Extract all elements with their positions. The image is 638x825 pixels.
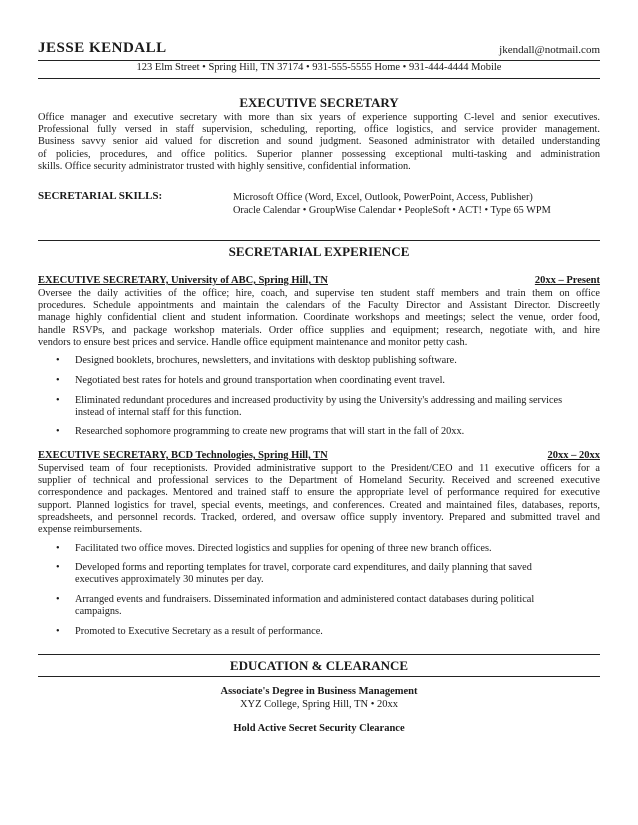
job-title: EXECUTIVE SECRETARY, University of ABC, Spring Hill, TN xyxy=(38,275,328,286)
achievement-list xyxy=(56,543,596,555)
list-item-text: Eliminated redundant procedures and increased productivity by using the University's addressing and mailing services xyxy=(75,395,563,406)
achievement-list xyxy=(56,375,596,387)
achievement-list xyxy=(56,355,596,367)
bullet-icon: • xyxy=(56,543,60,554)
bullet-icon: • xyxy=(56,375,60,386)
list-item-text: executives approximately 30 minutes per day. xyxy=(75,574,264,586)
bullet-icon: • xyxy=(56,395,60,406)
job-title: EXECUTIVE SECRETARY, BCD Technologies, Spring Hill, TN xyxy=(38,450,328,461)
bullet-icon: • xyxy=(56,355,60,366)
list-item xyxy=(56,375,596,387)
bullet-icon: • xyxy=(56,562,60,573)
description-line: vendors to ensure best prices and service. Handle office equipment maintenance and monitor petty cash. xyxy=(38,336,468,348)
list-item-text: Developed forms and reporting templates for travel, corporate card expenditures, and daily planning that saved xyxy=(75,562,532,573)
achievement-list xyxy=(56,395,596,419)
description-line: expense reimbursements. xyxy=(38,524,143,536)
skills-list xyxy=(233,191,551,217)
list-item-text: Arranged events and fundraisers. Disseminated information and administered contact databases during political xyxy=(75,594,535,605)
job-description xyxy=(38,463,600,536)
job-heading xyxy=(38,450,600,461)
skills-line: Microsoft Office (Word, Excel, Outlook, PowerPoint, Access, Publisher) xyxy=(233,192,533,203)
security-clearance: Hold Active Secret Security Clearance xyxy=(233,723,405,734)
list-item-text: Negotiated best rates for hotels and ground transportation when coordinating event travel. xyxy=(75,375,446,386)
job-dates: 20xx – Present xyxy=(534,275,600,286)
job-description xyxy=(38,288,600,349)
list-item xyxy=(56,626,596,638)
objective-summary xyxy=(38,112,600,173)
description-line: Oversee the daily activities of the office; hire, coach, and supervise ten student staff members and train them on office xyxy=(38,288,600,299)
description-line: correspondence and packages. Mentored and trained staff to ensure the appropriate level of performance required for executive xyxy=(38,487,600,499)
list-item xyxy=(56,395,596,419)
list-item-text: Promoted to Executive Secretary as a result of performance. xyxy=(75,626,323,637)
education-rule-top xyxy=(38,654,600,655)
contact-line: 123 Elm Street • Spring Hill, TN 37174 • 931-555-5555 Home • 931-444-4444 Mobile xyxy=(136,62,502,73)
description-line: supplier of technical and professional services to the Department of Homeland Security. Received and screened executive xyxy=(38,475,600,487)
summary-line: skills. Office security administrator trusted with highly sensitive, confidential information. xyxy=(38,160,411,172)
description-line: procedures. Schedule appointments and maintain the calendars of the Faculty Director and Assistant Director. Discreetly xyxy=(38,300,600,312)
experience-rule xyxy=(38,240,600,241)
degree: Associate's Degree in Business Management xyxy=(220,686,418,697)
education-title: EDUCATION & CLEARANCE xyxy=(229,658,409,673)
description-line: support. Planned logistics for travel, special events, meetings, and conferences. Created and maintained files, databases, reports, xyxy=(38,499,600,511)
list-item xyxy=(56,543,596,555)
list-item xyxy=(56,355,596,367)
description-line: Supervised team of four receptionists. Provided administrative support to the President/CEO and 11 executive officers for a xyxy=(38,463,600,474)
header-rule xyxy=(38,60,600,61)
list-item xyxy=(56,594,596,618)
bullet-icon: • xyxy=(56,626,60,637)
list-item xyxy=(56,426,596,438)
list-item-text: Researched sophomore programming to create new programs that will start in the fall of 20xx. xyxy=(75,426,465,437)
achievement-list xyxy=(56,562,596,586)
job-dates: 20xx – 20xx xyxy=(547,450,600,461)
job-heading xyxy=(38,275,600,286)
achievement-list xyxy=(56,426,596,438)
achievement-list xyxy=(56,626,596,638)
description-line: handle RSVPs, and package workshop materials. Order office supplies and equipment; research, negotiate with, and hire xyxy=(38,324,600,336)
email-address: jkendall@notmail.com xyxy=(499,44,600,56)
contact-rule xyxy=(38,78,600,79)
list-item-text: Designed booklets, brochures, newsletters, and invitations with desktop publishing software. xyxy=(75,355,457,366)
summary-line: Professional fully versed in staff supervision, scheduling, reporting, office logistics, and service provider management. xyxy=(38,124,600,136)
achievement-list xyxy=(56,594,596,618)
list-item-text: campaigns. xyxy=(75,606,122,618)
list-item-text: instead of internal staff for this function. xyxy=(75,407,242,419)
experience-title: SECRETARIAL EXPERIENCE xyxy=(228,244,410,259)
description-line: manage highly confidential client and student information. Coordinate workshops and meetings; select the venue, order food, xyxy=(38,312,600,324)
education-rule-bottom xyxy=(38,676,600,677)
description-line: spreadsheets, and personnel records. Tracked, ordered, and oversaw office supply inventory. Prepared and submitted travel and xyxy=(38,511,600,523)
school: XYZ College, Spring Hill, TN • 20xx xyxy=(239,699,399,710)
skills-label: SECRETARIAL SKILLS: xyxy=(38,190,163,202)
skills-line: Oracle Calendar • GroupWise Calendar • PeopleSoft • ACT! • Type 65 WPM xyxy=(233,205,551,216)
bullet-icon: • xyxy=(56,594,60,605)
summary-line: Business savvy senior aid valued for discretion and sound judgment. Seasoned administrator with detailed understanding xyxy=(38,136,600,148)
summary-line: Office manager and executive secretary with more than six years of experience supporting C-level and senior executives. xyxy=(38,112,600,123)
list-item xyxy=(56,562,596,586)
education-details xyxy=(0,685,638,735)
objective-title: EXECUTIVE SECRETARY xyxy=(239,95,399,110)
candidate-name: JESSE KENDALL xyxy=(38,40,167,56)
summary-line: of policies, procedures, and office politics. Superior planner possessing exceptional multi-tasking and administration xyxy=(38,148,600,160)
bullet-icon: • xyxy=(56,426,60,437)
list-item-text: Facilitated two office moves. Directed logistics and supplies for opening of three new branch offices. xyxy=(75,543,492,554)
